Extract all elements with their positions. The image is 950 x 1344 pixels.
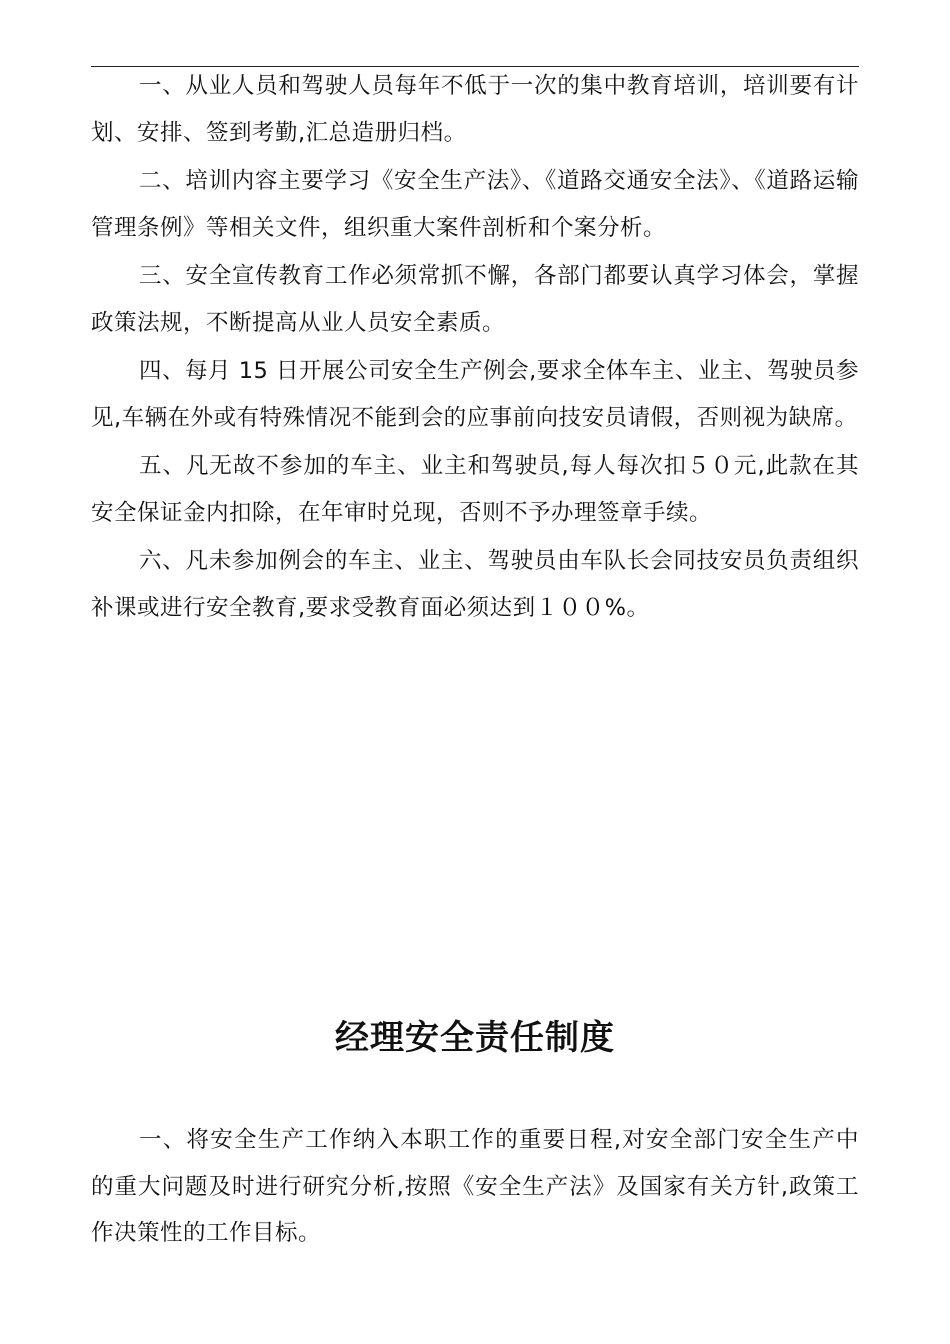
training-rules-section: [91, 63, 859, 633]
paragraph-6: 六、凡未参加例会的车主、业主、驾驶员由车队长会同技安员负责组织补课或进行安全教育,要求受教育面必须达到１００%。: [91, 548, 859, 621]
section-title: 经理安全责任制度: [335, 1018, 615, 1058]
paragraph-5: 五、凡无故不参加的车主、业主和驾驶员,每人每次扣５０元,此款在其安全保证金内扣除，在年审时兑现，否则不予办理签章手续。: [91, 453, 859, 526]
paragraph-2: 二、培训内容主要学习《安全生产法》、《道路交通安全法》、《道路运输管理条例》等相关文件，组织重大案件剖析和个案分析。: [91, 168, 859, 241]
paragraph-1: 一、从业人员和驾驶人员每年不低于一次的集中教育培训，培训要有计划、安排、签到考勤,汇总造册归档。: [91, 73, 859, 146]
paragraph-3: 三、安全宣传教育工作必须常抓不懈，各部门都要认真学习体会，掌握政策法规，不断提高从业人员安全素质。: [91, 263, 859, 336]
paragraph-4: 四、每月 15 日开展公司安全生产例会,要求全体车主、业主、驾驶员参见,车辆在外或有特殊情况不能到会的应事前向技安员请假，否则视为缺席。: [91, 358, 859, 431]
manager-responsibility-section: [91, 1117, 859, 1259]
manager-paragraph-1: 一、将安全生产工作纳入本职工作的重要日程,对安全部门安全生产中的重大问题及时进行研究分析,按照《安全生产法》及国家有关方针,政策工作决策性的工作目标。: [91, 1127, 859, 1246]
